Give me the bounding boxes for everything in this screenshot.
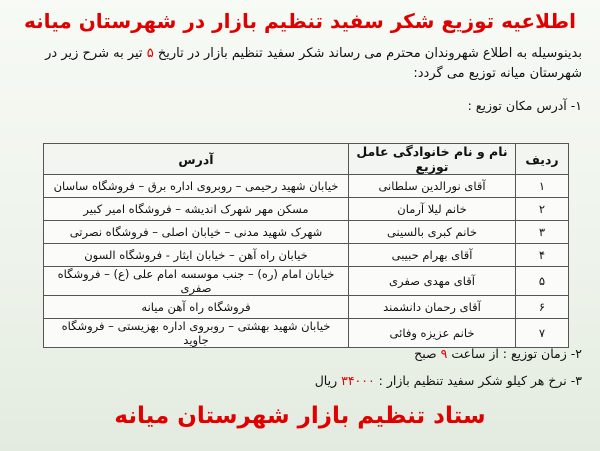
price-value: ۳۴۰۰۰ xyxy=(341,373,375,388)
table-row xyxy=(44,221,569,244)
price-prefix: ۳- نرخ هر کیلو شکر سفید تنظیم بازار : xyxy=(378,373,582,388)
section-distribution-address: ۱- آدرس مکان توزیع : xyxy=(467,98,582,113)
announcement-title: اطلاعیه توزیع شکر سفید تنظیم بازار در شهرستان میانه xyxy=(24,9,576,33)
intro-date-number: ۵ xyxy=(146,46,154,61)
cell-address: خیابان امام (ره) – جنب موسسه امام علی (ع) – فروشگاه صفری xyxy=(44,267,349,296)
cell-radif: ۴ xyxy=(516,244,569,267)
table-row xyxy=(44,198,569,221)
cell-radif: ۷ xyxy=(516,319,569,348)
cell-name: آقای مهدی صفری xyxy=(349,267,516,296)
cell-address: خیابان راه آهن – خیابان ایثار - فروشگاه السون xyxy=(44,244,349,267)
header-radif: ردیف xyxy=(516,144,569,175)
table-row xyxy=(44,267,569,296)
intro-before-date: بدینوسیله به اطلاع شهروندان محترم می رساند شکر سفید تنظیم بازار در تاریخ xyxy=(157,46,582,61)
table-row xyxy=(44,296,569,319)
cell-name: آقای نورالدین سلطانی xyxy=(349,175,516,198)
cell-radif: ۵ xyxy=(516,267,569,296)
price-suffix: ریال xyxy=(314,373,338,388)
time-prefix: ۲- زمان توزیع : از ساعت xyxy=(451,346,582,361)
cell-address: خیابان شهید رحیمی – روبروی اداره برق – فروشگاه ساسان xyxy=(44,175,349,198)
table-row xyxy=(44,175,569,198)
section-distribution-time xyxy=(414,345,582,363)
cell-radif: ۱ xyxy=(516,175,569,198)
time-hour: ۹ xyxy=(440,346,448,361)
footer-signature: ستاد تنظیم بازار شهرستان میانه xyxy=(114,403,486,429)
cell-radif: ۳ xyxy=(516,221,569,244)
section-price xyxy=(315,372,582,390)
cell-address: مسکن مهر شهرک اندیشه – فروشگاه امیر کبیر xyxy=(44,198,349,221)
cell-radif: ۲ xyxy=(516,198,569,221)
cell-name: خانم عزیزه وفائی xyxy=(349,319,516,348)
table-row xyxy=(44,319,569,348)
cell-name: خانم لیلا آرمان xyxy=(349,198,516,221)
time-suffix: صبح xyxy=(414,346,437,361)
cell-address: شهرک شهید مدنی – خیابان اصلی – فروشگاه نصرتی xyxy=(44,221,349,244)
header-address: آدرس xyxy=(44,144,349,175)
cell-address: فروشگاه راه آهن میانه xyxy=(44,296,349,319)
cell-name: خانم کبری بالسینی xyxy=(349,221,516,244)
cell-name: آقای بهرام حبیبی xyxy=(349,244,516,267)
cell-radif: ۶ xyxy=(516,296,569,319)
header-name: نام و نام خانوادگی عامل توزیع xyxy=(349,144,516,175)
table-row xyxy=(44,244,569,267)
table-header-row xyxy=(44,144,569,175)
intro-paragraph xyxy=(12,44,582,84)
intro-after-date: تیر به شرح زیر در شهرستان میانه توزیع می گردد: xyxy=(45,46,582,81)
cell-address: خیابان شهید بهشتی – روبروی اداره بهزیستی – فروشگاه جاوید xyxy=(44,319,349,348)
cell-name: آقای رحمان دانشمند xyxy=(349,296,516,319)
distribution-table xyxy=(43,143,569,348)
